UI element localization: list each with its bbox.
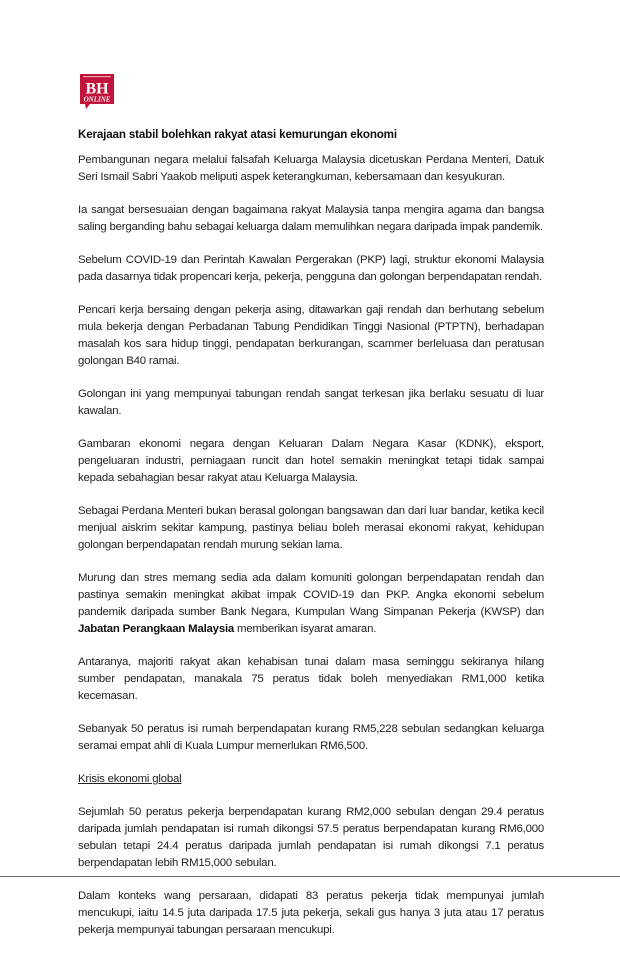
paragraph: Sejumlah 50 peratus pekerja berpendapatan kurang RM2,000 sebulan dengan 29.4 peratus daripada jumlah pendapatan isi rumah dikongsi 57.5 peratus berpendapatan kurang RM6,000 sebulan tetapi 24.4 peratus daripada jumlah pendapatan isi rumah dikongsi 7.1 peratus berpendapatan lebih RM15,000 sebulan. [78, 806, 544, 869]
paragraph: Dalam konteks wang persaraan, didapati 83 peratus pekerja tidak mempunyai jumlah mencukupi, iaitu 14.5 juta daripada 17.5 juta pekerja, sekali gus hanya 3 juta atau 17 peratus pekerja mempunyai tabungan persaraan mencukupi. [78, 890, 544, 936]
paragraph: Sebagai Perdana Menteri bukan berasal golongan bangsawan dan dari luar bandar, ketika kecil menjual aiskrim sekitar kampung, pastinya beliau boleh merasai ekonomi rakyat, kehidupan golongan berpendapatan rendah murung sekian lama. [78, 505, 544, 551]
paragraph: Golongan ini yang mempunyai tabungan rendah sangat terkesan jika berlaku sesuatu di luar kawalan. [78, 388, 544, 417]
paragraph: Pembangunan negara melalui falsafah Keluarga Malaysia dicetuskan Perdana Menteri, Datuk Seri Ismail Sabri Yaakob meliputi aspek keterangkuman, kebersamaan dan kesyukuran. [78, 154, 544, 183]
logo-online-text: ONLINE [83, 95, 111, 104]
paragraph: Antaranya, majoriti rakyat akan kehabisan tunai dalam masa seminggu sekiranya hilang sumber pendapatan, manakala 75 peratus tidak boleh menyediakan RM1,000 ketika kecemasan. [78, 656, 544, 702]
paragraph: Sebelum COVID-19 dan Perintah Kawalan Pergerakan (PKP) lagi, struktur ekonomi Malaysia pada dasarnya tidak propencari kerja, pekerja, pengguna dan golongan berpendapatan rendah. [78, 254, 544, 283]
paragraph: Pencari kerja bersaing dengan pekerja asing, ditawarkan gaji rendah dan berhutang sebelum mula bekerja dengan Perbadanan Tabung Pendidikan Tinggi Nasional (PTPTN), berhadapan masalah kos sara hidup tinggi, pendapatan berkurangan, scammer berleluasa dan peratusan golongan B40 ramai. [78, 304, 544, 367]
bold-entity-jabatan-perangkaan: Jabatan Perangkaan Malaysia [78, 623, 235, 635]
paragraph-text: Murung dan stres memang sedia ada dalam komuniti golongan berpendapatan rendah dan pastinya semakin meningkat akibat impak COVID-19 dan PKP. Angka ekonomi sebelum pandemik daripada sumber Bank Negara, Kumpulan Wang Simpanan Pekerja (KWSP) dan [78, 572, 544, 618]
article-headline: Kerajaan stabil bolehkan rakyat atasi kemurungan ekonomi [78, 128, 397, 141]
article-body [78, 127, 544, 955]
section-subheading: Krisis ekonomi global [78, 773, 182, 785]
paragraph-with-bold [78, 570, 544, 638]
paragraph-text: memberikan isyarat amaran. [234, 623, 377, 635]
logo-bh-text: BH [85, 80, 109, 98]
paragraph: Ia sangat bersesuaian dengan bagaimana rakyat Malaysia tanpa mengira agama dan bangsa saling berganding bahu sebagai keluarga dalam memulihkan negara daripada impak pandemik. [78, 204, 544, 233]
bh-online-logo [80, 74, 114, 110]
paragraph: Sebanyak 50 peratus isi rumah berpendapatan kurang RM5,228 sebulan sedangkan keluarga seramai empat ahli di Kuala Lumpur memerlukan RM6,500. [78, 723, 544, 752]
paragraph: Gambaran ekonomi negara dengan Keluaran Dalam Negara Kasar (KDNK), eksport, pengeluaran industri, perniagaan runcit dan hotel semakin meningkat tetapi tidak sampai kepada sebahagian besar rakyat atau Keluarga Malaysia. [78, 438, 544, 484]
